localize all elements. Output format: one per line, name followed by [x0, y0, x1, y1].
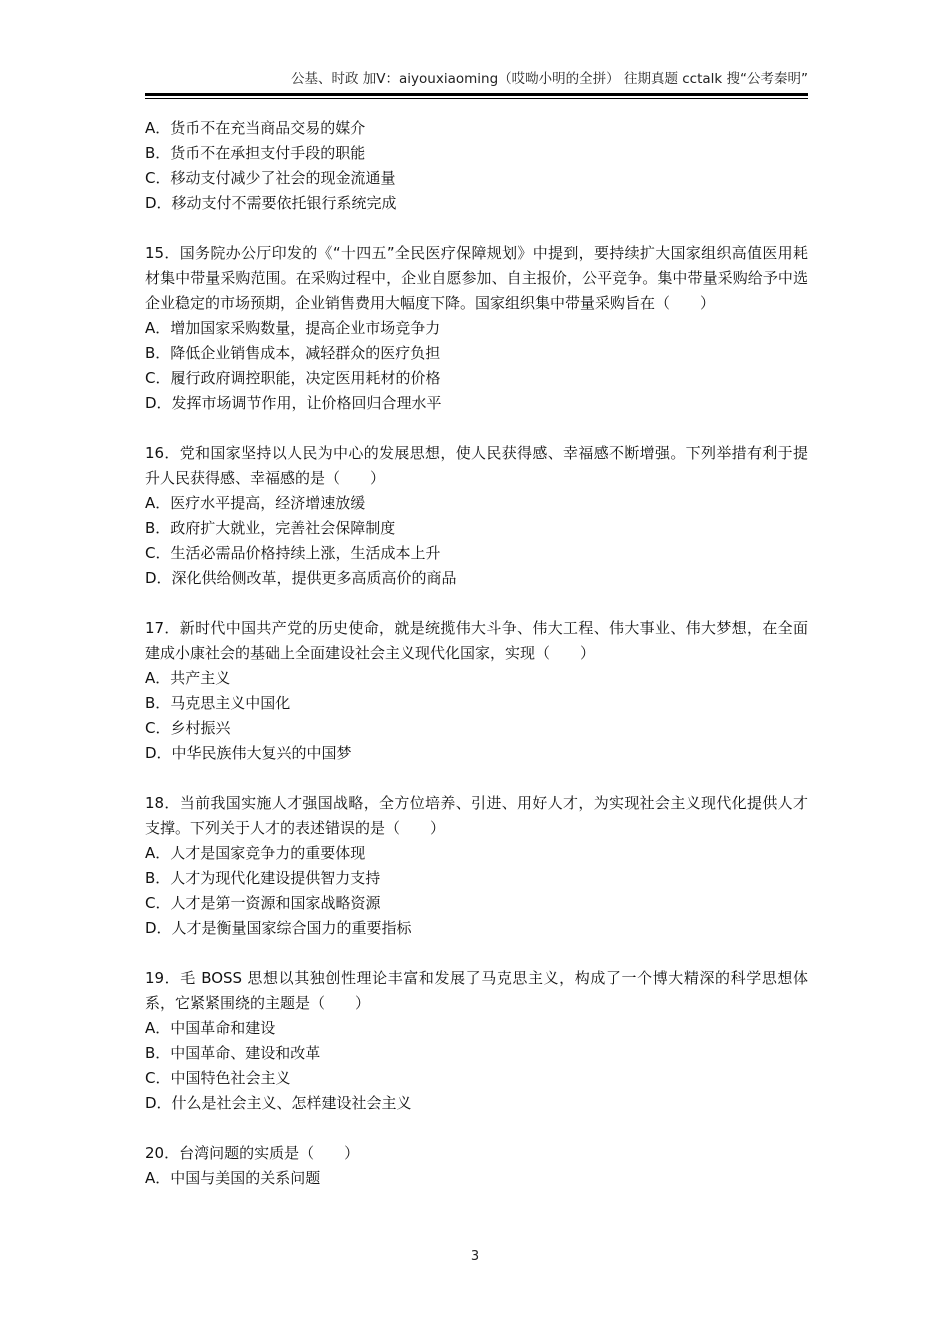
option-c: C．履行政府调控职能，决定医用耗材的价格: [145, 369, 441, 387]
question-stem: 19．毛 BOSS 思想以其独创性理论丰富和发展了马克思主义，构成了一个博大精深的科学思想体系，它紧紧围绕的主题是（ ）: [145, 969, 808, 1012]
option-b: B．降低企业销售成本，减轻群众的医疗负担: [145, 344, 441, 362]
option-d: D．发挥市场调节作用，让价格回归合理水平: [145, 394, 442, 412]
header-rule-thick: [145, 93, 808, 96]
option-c: C．乡村振兴: [145, 719, 231, 737]
option-b: B．货币不在承担支付手段的职能: [145, 144, 366, 162]
option-a: A．共产主义: [145, 669, 231, 687]
option-b: B．政府扩大就业，完善社会保障制度: [145, 519, 396, 537]
option-a: A．人才是国家竞争力的重要体现: [145, 844, 366, 862]
option-d: D．什么是社会主义、怎样建设社会主义: [145, 1094, 412, 1112]
document-body: [145, 116, 808, 1216]
question-stem: 15．国务院办公厅印发的《“十四五”全民医疗保障规划》中提到，要持续扩大国家组织高值医用耗材集中带量采购范围。在采购过程中，企业自愿参加、自主报价，公平竞争。集中带量采购给予中选企业稳定的市场预期，企业销售费用大幅度下降。国家组织集中带量采购旨在（ ）: [145, 244, 808, 312]
option-a: A．医疗水平提高，经济增速放缓: [145, 494, 366, 512]
option-d: D．移动支付不需要依托银行系统完成: [145, 194, 397, 212]
question-18: [145, 791, 808, 941]
prev-question-options: [145, 116, 808, 216]
question-stem: 16．党和国家坚持以人民为中心的发展思想，使人民获得感、幸福感不断增强。下列举措有利于提升人民获得感、幸福感的是（ ）: [145, 444, 808, 487]
option-a: A．中国革命和建设: [145, 1019, 276, 1037]
question-15: [145, 241, 808, 416]
option-a: A．货币不在充当商品交易的媒介: [145, 119, 366, 137]
option-c: C．人才是第一资源和国家战略资源: [145, 894, 381, 912]
page-number: 3: [470, 1249, 480, 1264]
option-d: D．人才是衡量国家综合国力的重要指标: [145, 919, 412, 937]
option-c: C．生活必需品价格持续上涨，生活成本上升: [145, 544, 441, 562]
option-b: B．马克思主义中国化: [145, 694, 291, 712]
option-d: D．深化供给侧改革，提供更多高质高价的商品: [145, 569, 457, 587]
question-stem: 20．台湾问题的实质是（ ）: [145, 1144, 360, 1162]
option-c: C．中国特色社会主义: [145, 1069, 291, 1087]
option-b: B．人才为现代化建设提供智力支持: [145, 869, 381, 887]
header-rule-thin: [145, 98, 808, 99]
option-a: A．增加国家采购数量，提高企业市场竞争力: [145, 319, 441, 337]
question-19: [145, 966, 808, 1116]
question-20: [145, 1141, 808, 1191]
page-header: 公基、时政 加V：aiyouxiaoming（哎呦小明的全拼） 往期真题 cctalk 搜“公考秦明”: [291, 71, 808, 87]
option-d: D．中华民族伟大复兴的中国梦: [145, 744, 352, 762]
question-stem: 17．新时代中国共产党的历史使命，就是统揽伟大斗争、伟大工程、伟大事业、伟大梦想，在全面建成小康社会的基础上全面建设社会主义现代化国家，实现（ ）: [145, 619, 808, 662]
question-stem: 18．当前我国实施人才强国战略，全方位培养、引进、用好人才，为实现社会主义现代化提供人才支撑。下列关于人才的表述错误的是（ ）: [145, 794, 808, 837]
question-16: [145, 441, 808, 591]
option-b: B．中国革命、建设和改革: [145, 1044, 321, 1062]
question-17: [145, 616, 808, 766]
option-a: A．中国与美国的关系问题: [145, 1169, 321, 1187]
option-c: C．移动支付减少了社会的现金流通量: [145, 169, 396, 187]
